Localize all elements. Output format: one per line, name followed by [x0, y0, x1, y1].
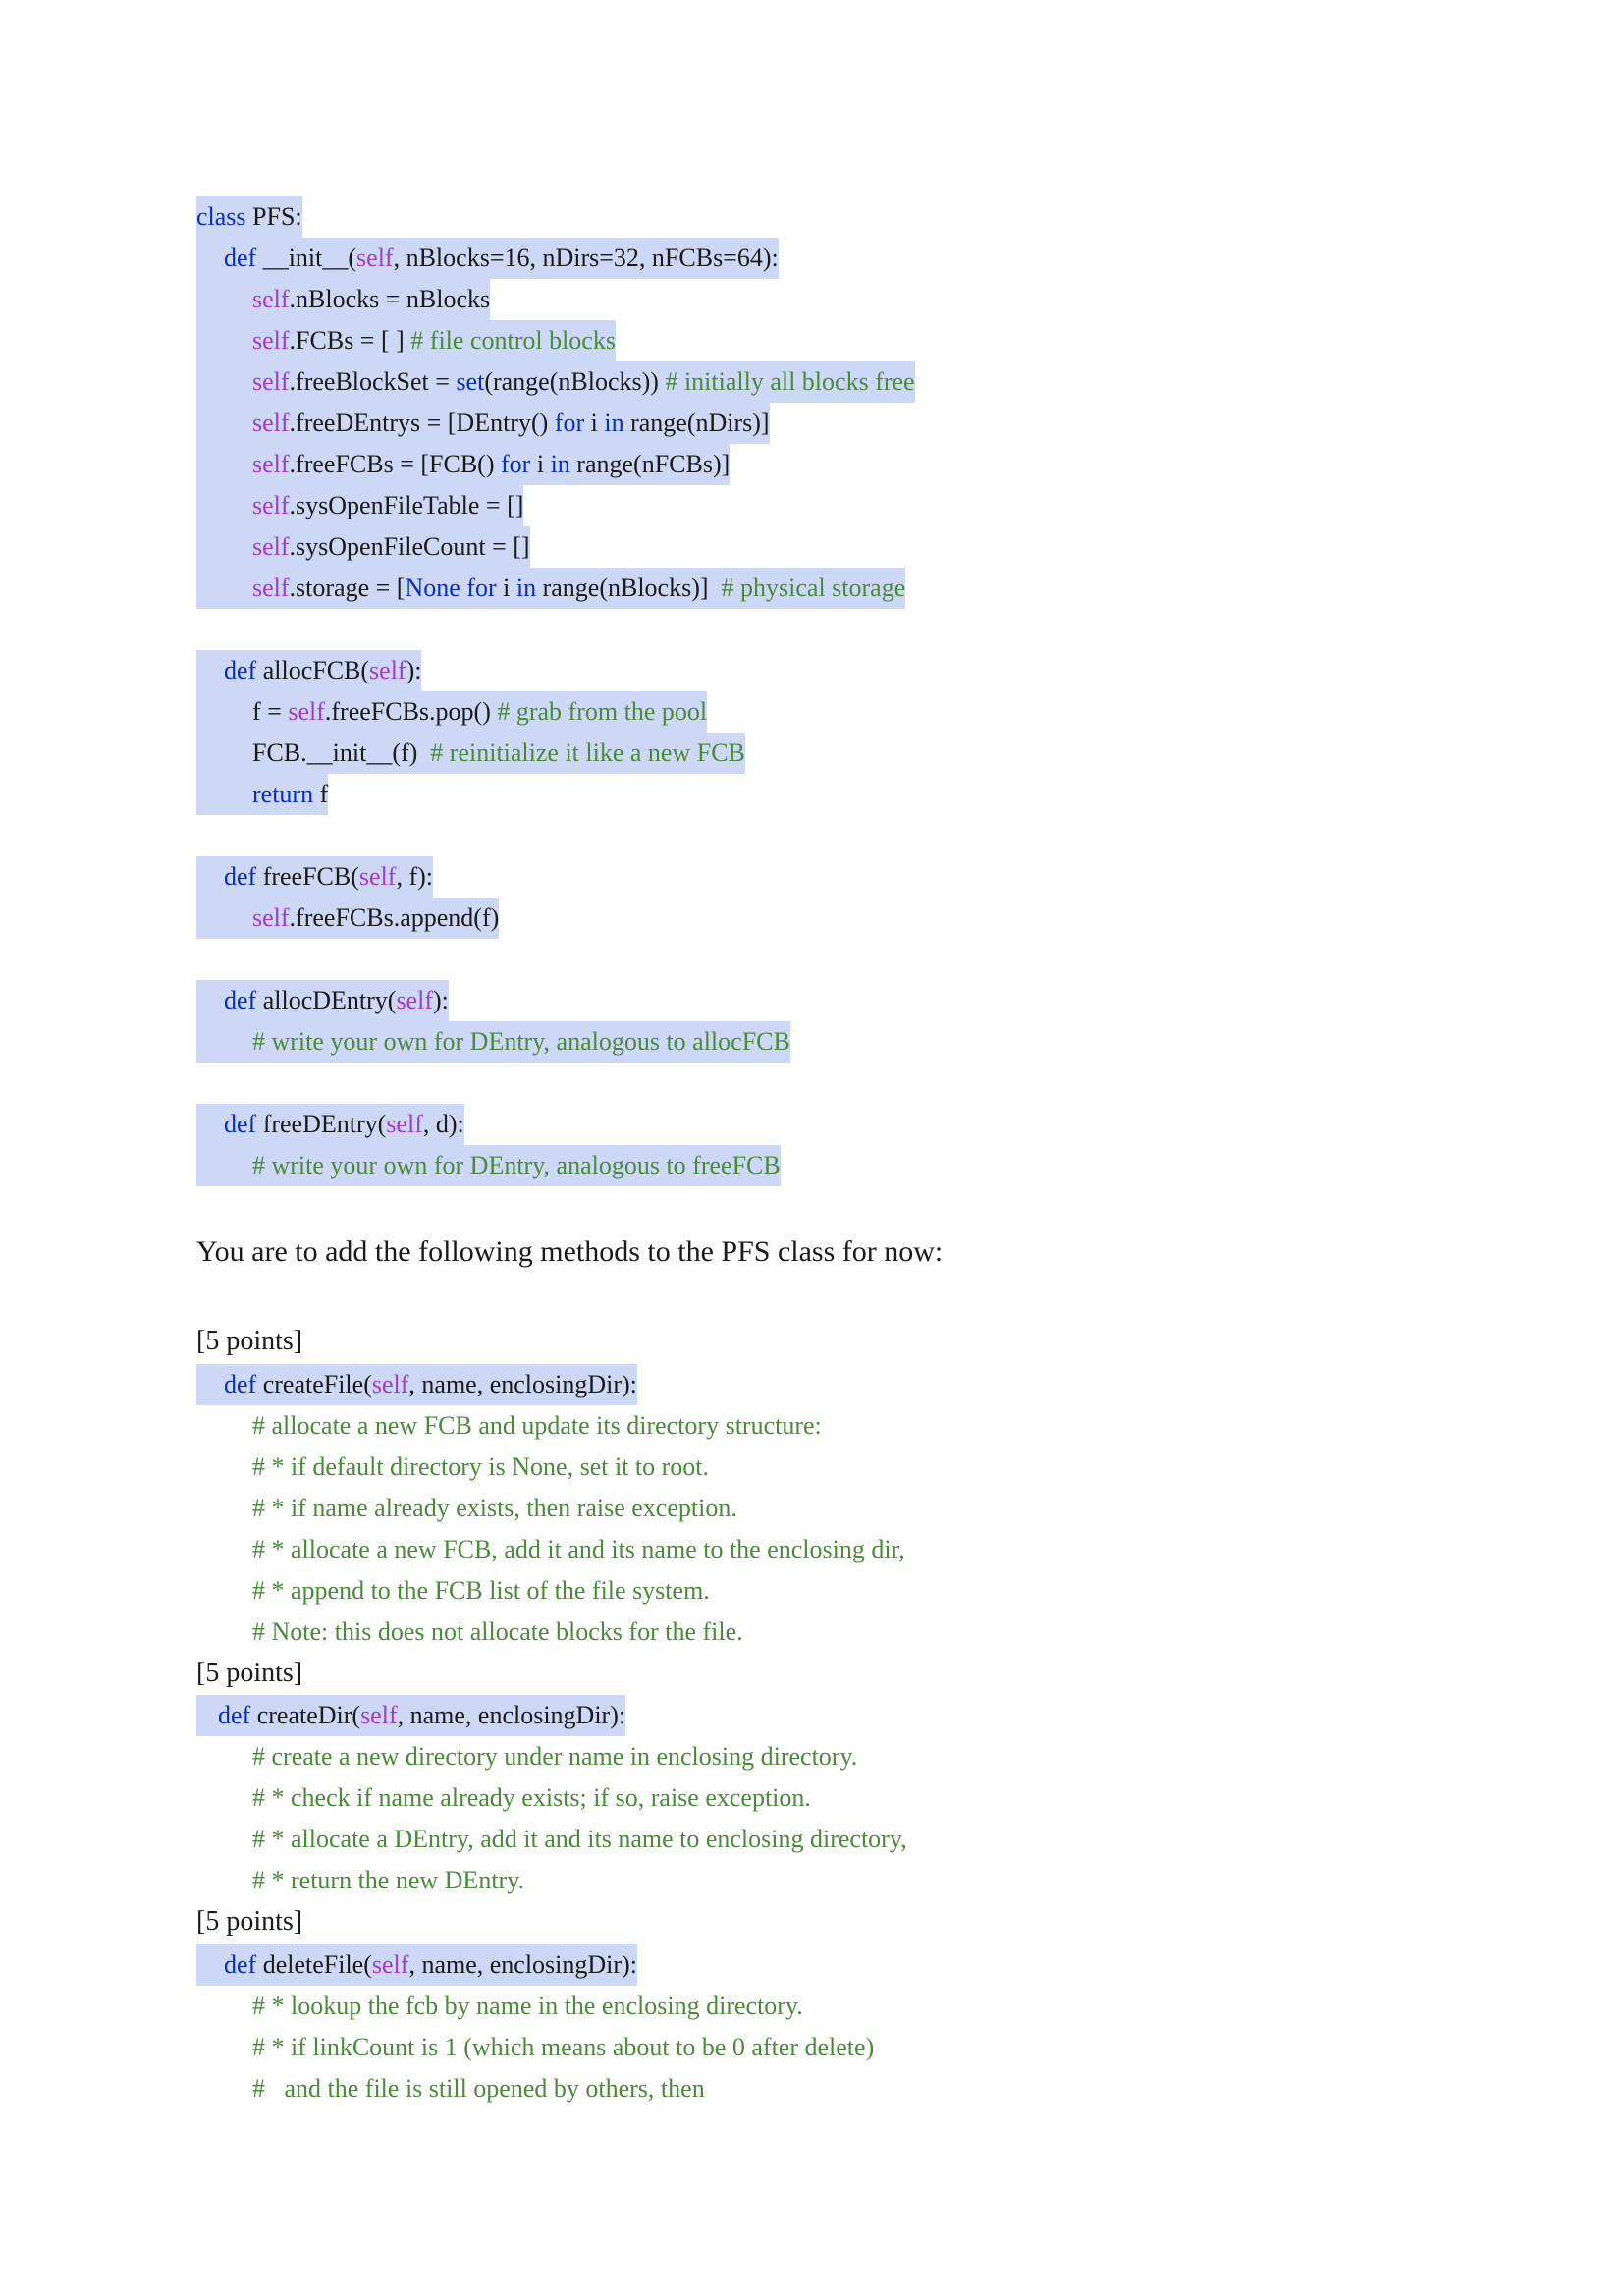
- code-token: # file control blocks: [410, 326, 616, 355]
- code-token: class: [196, 202, 246, 231]
- code-token: freeFCB(: [256, 862, 359, 891]
- code-token: self: [358, 862, 397, 891]
- code-token: FCB.__init__(f): [252, 738, 431, 767]
- code-token: f: [313, 780, 329, 808]
- code-token: # * return the new DEntry.: [252, 1866, 525, 1894]
- code-token: self: [386, 1110, 423, 1138]
- code-token: self: [252, 903, 290, 932]
- code-token: .freeDEntrys = [DEntry(): [289, 409, 555, 437]
- code-token: , d):: [422, 1110, 464, 1138]
- code-line: [196, 196, 302, 238]
- code-line: [196, 1447, 709, 1488]
- code-token: def: [224, 1110, 257, 1138]
- code-line: [196, 361, 915, 403]
- code-token: createFile(: [256, 1370, 372, 1398]
- code-token: # Note: this does not allocate blocks for the file.: [252, 1617, 743, 1646]
- code-token: return: [252, 780, 314, 808]
- code-token: # * append to the FCB list of the file system.: [252, 1576, 710, 1605]
- code-token: .sysOpenFileTable = []: [289, 491, 524, 519]
- code-token: self: [369, 656, 406, 684]
- code-token: i: [584, 409, 605, 437]
- code-token: # * allocate a DEntry, add it and its name to enclosing directory,: [252, 1825, 907, 1853]
- code-token: PFS:: [245, 202, 302, 231]
- code-line: [196, 1364, 637, 1405]
- code-token: self: [396, 986, 433, 1014]
- code-token: range(nFCBs)]: [569, 450, 731, 478]
- code-line: [196, 568, 905, 609]
- intro-text: You are to add the following methods to the PFS class for now:: [196, 1235, 944, 1268]
- code-token: .freeFCBs.append(f): [289, 903, 500, 932]
- code-line: [196, 1777, 811, 1819]
- code-token: self: [252, 326, 290, 355]
- code-token: __init__(: [256, 244, 357, 272]
- code-token: # grab from the pool: [497, 697, 708, 726]
- code-line: [196, 1405, 822, 1447]
- code-token: self: [288, 697, 325, 726]
- code-token: def: [224, 244, 257, 272]
- code-token: self: [252, 285, 290, 313]
- code-token: deleteFile(: [256, 1950, 372, 1979]
- code-token: self: [252, 574, 290, 602]
- code-token: for: [554, 409, 585, 437]
- code-line: [196, 1612, 743, 1653]
- code-line: [196, 1860, 524, 1901]
- code-token: self: [360, 1701, 398, 1729]
- code-token: self: [252, 409, 290, 437]
- code-token: # physical storage: [721, 574, 906, 602]
- code-token: .FCBs = [ ]: [289, 326, 411, 355]
- code-token: def: [224, 862, 257, 891]
- code-line: [196, 238, 779, 279]
- code-token: # initially all blocks free: [665, 367, 915, 396]
- code-token: createDir(: [250, 1701, 361, 1729]
- code-token: None: [405, 574, 460, 602]
- code-token: range(nDirs)]: [623, 409, 770, 437]
- code-token: # * check if name already exists; if so, raise exception.: [252, 1783, 811, 1812]
- code-token: # write your own for DEntry, analogous to freeFCB: [252, 1151, 781, 1179]
- code-line: [196, 1736, 857, 1777]
- code-line: [196, 733, 745, 774]
- code-token: i: [496, 574, 516, 602]
- code-token: def: [224, 656, 257, 684]
- code-token: (range(nBlocks)): [484, 367, 666, 396]
- code-token: # * if default directory is None, set it to root.: [252, 1452, 710, 1481]
- code-token: .freeFCBs.pop(): [324, 697, 498, 726]
- code-token: ):: [406, 656, 422, 684]
- code-token: , name, enclosingDir):: [408, 1950, 637, 1979]
- code-token: self: [252, 491, 290, 519]
- code-token: in: [604, 409, 624, 437]
- code-line: [196, 1695, 625, 1736]
- code-line: [196, 898, 499, 939]
- code-token: allocDEntry(: [256, 986, 397, 1014]
- code-token: , name, enclosingDir):: [397, 1701, 626, 1729]
- code-line: [196, 279, 490, 320]
- points-label: [5 points]: [196, 1906, 303, 1937]
- code-line: [196, 1104, 464, 1145]
- code-token: def: [224, 986, 257, 1014]
- code-token: ):: [432, 986, 449, 1014]
- code-token: i: [530, 450, 551, 478]
- code-token: allocFCB(: [256, 656, 370, 684]
- code-token: def: [224, 1950, 257, 1979]
- code-line: [196, 980, 449, 1021]
- code-token: self: [252, 450, 290, 478]
- code-token: self: [252, 367, 290, 396]
- code-line: [196, 320, 616, 361]
- code-token: for: [466, 574, 497, 602]
- code-line: [196, 1021, 790, 1063]
- code-token: self: [371, 1370, 409, 1398]
- code-token: in: [550, 450, 570, 478]
- code-line: [196, 403, 770, 444]
- code-line: [196, 856, 433, 898]
- code-line: [196, 485, 523, 526]
- code-token: freeDEntry(: [256, 1110, 387, 1138]
- code-token: f =: [252, 697, 289, 726]
- code-token: # * allocate a new FCB, add it and its name to the enclosing dir,: [252, 1535, 905, 1563]
- code-token: for: [501, 450, 531, 478]
- code-token: self: [371, 1950, 409, 1979]
- code-token: def: [218, 1701, 251, 1729]
- code-token: # write your own for DEntry, analogous to allocFCB: [252, 1027, 790, 1056]
- code-token: self: [356, 244, 394, 272]
- points-label: [5 points]: [196, 1326, 303, 1356]
- code-token: .sysOpenFileCount = []: [289, 532, 530, 561]
- code-token: # * if name already exists, then raise exception.: [252, 1494, 737, 1522]
- code-token: , name, enclosingDir):: [408, 1370, 637, 1398]
- code-token: # * if linkCount is 1 (which means about to be 0 after delete): [252, 2033, 875, 2061]
- code-token: # create a new directory under name in enclosing directory.: [252, 1742, 858, 1771]
- code-line: [196, 2068, 705, 2109]
- code-token: in: [515, 574, 537, 602]
- code-line: [196, 1488, 737, 1529]
- code-token: .storage = [: [289, 574, 406, 602]
- code-token: .nBlocks = nBlocks: [289, 285, 491, 313]
- code-line: [196, 774, 328, 815]
- code-token: # reinitialize it like a new FCB: [430, 738, 745, 767]
- code-token: .freeFCBs = [FCB(): [289, 450, 501, 478]
- code-line: [196, 2027, 874, 2068]
- code-line: [196, 1145, 781, 1186]
- code-token: # * lookup the fcb by name in the enclosing directory.: [252, 1992, 803, 2020]
- code-line: [196, 1529, 905, 1570]
- code-token: , f):: [396, 862, 433, 891]
- code-token: # allocate a new FCB and update its directory structure:: [252, 1411, 822, 1440]
- code-line: [196, 1570, 710, 1612]
- code-line: [196, 526, 530, 568]
- code-token: def: [224, 1370, 257, 1398]
- code-token: self: [252, 532, 290, 561]
- code-line: [196, 444, 730, 485]
- code-token: , nBlocks=16, nDirs=32, nFCBs=64):: [393, 244, 779, 272]
- code-line: [196, 1986, 803, 2027]
- code-token: # and the file is still opened by others, then: [252, 2074, 705, 2103]
- code-line: [196, 1944, 637, 1986]
- code-line: [196, 691, 707, 733]
- code-token: range(nBlocks)]: [536, 574, 722, 602]
- code-token: .freeBlockSet =: [289, 367, 457, 396]
- code-line: [196, 1819, 907, 1860]
- points-label: [5 points]: [196, 1658, 303, 1688]
- code-token: set: [456, 367, 485, 396]
- code-line: [196, 650, 421, 691]
